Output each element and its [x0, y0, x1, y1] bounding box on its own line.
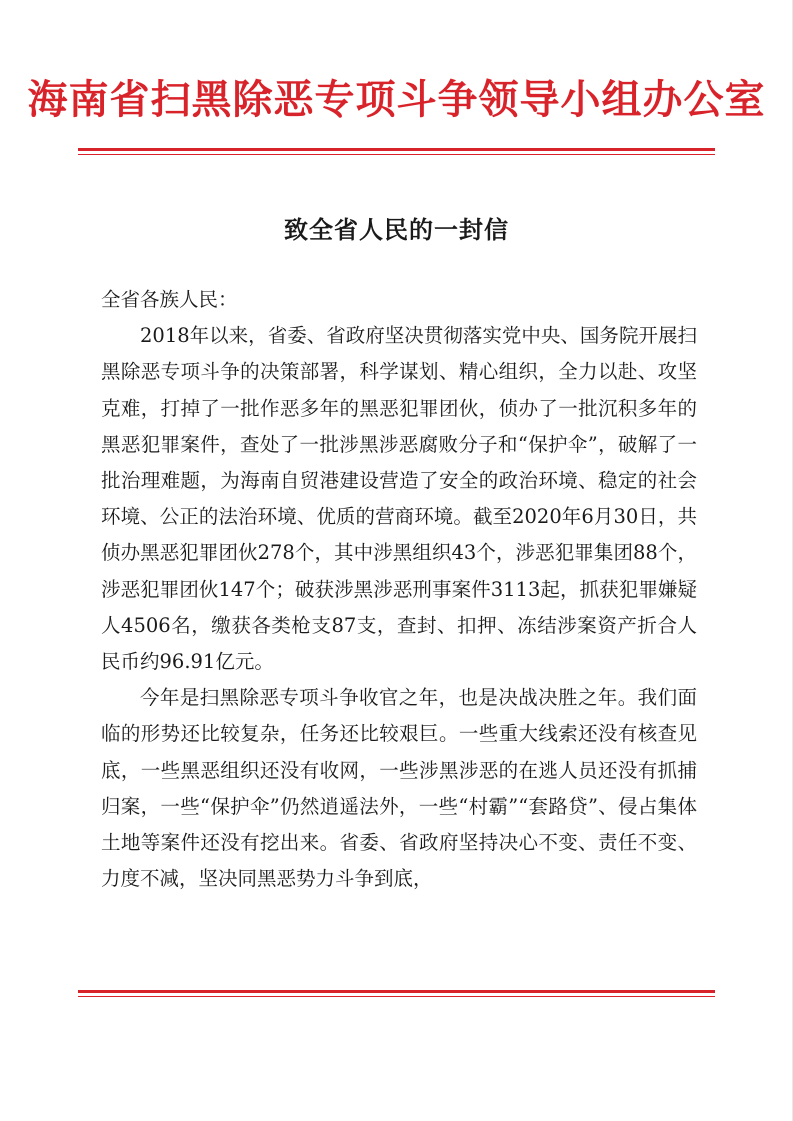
header-divider-thin — [78, 154, 715, 155]
salutation: 全省各族人民： — [101, 288, 238, 311]
letter-body — [101, 282, 697, 897]
document-title: 致全省人民的一封信 — [284, 215, 509, 244]
footer-divider-thick — [78, 990, 715, 993]
paragraph-2: 今年是扫黑除恶专项斗争收官之年，也是决战决胜之年。我们面临的形势还比较复杂，任务还比较艰巨。一些重大线索还没有核查见底，一些黑恶组织还没有收网，一些涉黑涉恶的在逃人员还没有抓捕归案，一些“保护伞”仍然逍遥法外，一些“村霸”“套路贷”、侵占集体土地等案件还没有挖出来。省委、省政府坚持决心不变、责任不变、力度不减，坚决同黑恶势力斗争到底， — [101, 686, 697, 891]
letterhead-title: 海南省扫黑除恶专项斗争领导小组办公室 — [27, 76, 766, 123]
paragraph-1: 2018年以来，省委、省政府坚决贯彻落实党中央、国务院开展扫黑除恶专项斗争的决策部署，科学谋划、精心组织，全力以赴、攻坚克难，打掉了一批作恶多年的黑恶犯罪团伙，侦办了一批沉积多年的黑恶犯罪案件，查处了一批涉黑涉恶腐败分子和“保护伞”，破解了一批治理难题，为海南自贸港建设营造了安全的政治环境、稳定的社会环境、公正的法治环境、优质的营商环境。截至2020年6月30日，共侦办黑恶犯罪团伙278个，其中涉黑组织43个，涉恶犯罪集团88个，涉恶犯罪团伙147个；破获涉黑涉恶刑事案件3113起，抓获犯罪嫌疑人4506名，缴获各类枪支87支，查封、扣押、冻结涉案资产折合人民币约96.91亿元。 — [101, 324, 697, 674]
footer-divider-thin — [78, 996, 715, 997]
header-divider-thick — [78, 148, 715, 151]
